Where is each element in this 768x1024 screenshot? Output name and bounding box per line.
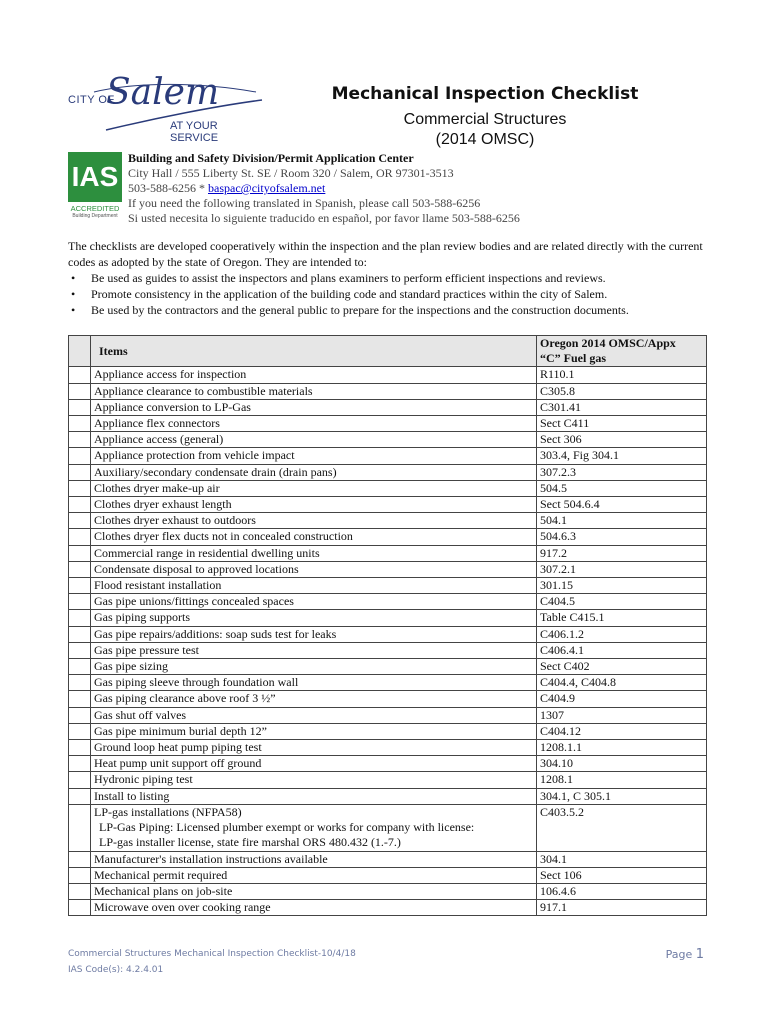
checkbox-cell[interactable] <box>69 367 91 383</box>
code-cell: C305.8 <box>537 383 707 399</box>
item-cell: Clothes dryer exhaust to outdoors <box>91 513 537 529</box>
table-row <box>69 772 707 788</box>
code-cell: 1208.1 <box>537 772 707 788</box>
org-name: Building and Safety Division/Permit Application Center <box>128 151 414 165</box>
table-row <box>69 900 707 916</box>
page-num: 1 <box>695 947 704 962</box>
code-cell: 301.15 <box>537 578 707 594</box>
checkbox-cell[interactable] <box>69 416 91 432</box>
item-cell: Gas shut off valves <box>91 707 537 723</box>
code-cell: C406.1.2 <box>537 626 707 642</box>
table-row <box>69 691 707 707</box>
table-row <box>69 529 707 545</box>
checkbox-cell[interactable] <box>69 626 91 642</box>
spanish-note-en: If you need the following translated in Spanish, please call 503-588-6256 <box>128 196 481 210</box>
code-cell: 304.1 <box>537 851 707 867</box>
code-cell: 504.6.3 <box>537 529 707 545</box>
email-link[interactable]: baspac@cityofsalem.net <box>208 181 326 195</box>
code-header-line2: “C” Fuel gas <box>540 351 606 366</box>
checkbox-cell[interactable] <box>69 659 91 675</box>
code-cell: 1307 <box>537 707 707 723</box>
checkbox-cell[interactable] <box>69 513 91 529</box>
item-cell: Clothes dryer exhaust length <box>91 497 537 513</box>
lp-line3: LP-gas installer license, state fire marshal ORS 480.432 (1.-7.) <box>99 835 401 850</box>
page-subtitle: Commercial Structures <box>403 111 567 128</box>
spanish-note-es: Si usted necesita lo siguiente traducido en español, por favor llame 503-588-6256 <box>128 211 520 225</box>
table-row <box>69 367 707 383</box>
intro-paragraph: The checklists are developed cooperatively within the inspection and the plan review bodies and are related directly with the current codes as adopted by the state of Oregon. They are intended to: <box>68 239 703 269</box>
item-cell: Commercial range in residential dwelling units <box>91 545 537 561</box>
code-cell: Sect C411 <box>537 416 707 432</box>
table-row-lp-gas <box>69 804 707 851</box>
checkbox-cell[interactable] <box>69 399 91 415</box>
checkbox-cell[interactable] <box>69 594 91 610</box>
intro-section <box>68 238 708 318</box>
table-row <box>69 513 707 529</box>
code-cell: Sect 306 <box>537 432 707 448</box>
item-cell: Gas pipe repairs/additions: soap suds test for leaks <box>91 626 537 642</box>
code-cell: 304.1, C 305.1 <box>537 788 707 804</box>
checkbox-cell[interactable] <box>69 383 91 399</box>
checkbox-cell[interactable] <box>69 545 91 561</box>
table-row <box>69 561 707 577</box>
table-row <box>69 675 707 691</box>
item-cell <box>91 804 537 851</box>
lp-gas-body <box>69 804 707 851</box>
ias-accreditation-badge <box>68 152 122 222</box>
item-cell: Gas pipe unions/fittings concealed spaces <box>91 594 537 610</box>
table-row <box>69 432 707 448</box>
item-cell: Appliance clearance to combustible materials <box>91 383 537 399</box>
table-row <box>69 416 707 432</box>
item-cell: Condensate disposal to approved locations <box>91 561 537 577</box>
table-row <box>69 756 707 772</box>
table-row <box>69 464 707 480</box>
item-cell: Gas pipe sizing <box>91 659 537 675</box>
code-cell: C301.41 <box>537 399 707 415</box>
code-cell: 917.1 <box>537 900 707 916</box>
checkbox-cell[interactable] <box>69 756 91 772</box>
checkbox-cell[interactable] <box>69 448 91 464</box>
table-body <box>69 851 707 916</box>
code-cell: C406.4.1 <box>537 642 707 658</box>
contact-block <box>128 151 520 226</box>
checkbox-cell[interactable] <box>69 529 91 545</box>
table-row <box>69 626 707 642</box>
lp-line1: LP-gas installations (NFPA58) <box>94 804 242 819</box>
code-cell: 303.4, Fig 304.1 <box>537 448 707 464</box>
ias-logo: IAS <box>68 152 122 202</box>
items-column-header: Items <box>91 336 537 367</box>
code-cell: Table C415.1 <box>537 610 707 626</box>
checkbox-cell[interactable] <box>69 610 91 626</box>
item-cell: Appliance conversion to LP-Gas <box>91 399 537 415</box>
item-cell: Appliance protection from vehicle impact <box>91 448 537 464</box>
table-row <box>69 399 707 415</box>
table-row <box>69 740 707 756</box>
intro-bullet: • Promote consistency in the application of the building code and standard practices within the city of Salem. <box>91 286 708 302</box>
code-cell: C403.5.2 <box>537 804 707 851</box>
checkbox-column-header <box>69 336 91 367</box>
code-cell: 307.2.3 <box>537 464 707 480</box>
item-cell: Appliance access (general) <box>91 432 537 448</box>
table-row <box>69 610 707 626</box>
item-cell: Clothes dryer flex ducts not in concealed construction <box>91 529 537 545</box>
table-row <box>69 383 707 399</box>
checkbox-cell[interactable] <box>69 691 91 707</box>
item-cell: Gas pipe pressure test <box>91 642 537 658</box>
item-cell: Flood resistant installation <box>91 578 537 594</box>
code-cell: 304.10 <box>537 756 707 772</box>
inspection-checklist-table <box>68 335 707 916</box>
footer-doc-title: Commercial Structures Mechanical Inspection Checklist-10/4/18 <box>68 949 356 959</box>
table-row <box>69 594 707 610</box>
table-row <box>69 480 707 496</box>
code-cell: 917.2 <box>537 545 707 561</box>
checkbox-cell[interactable] <box>69 867 91 883</box>
logo-tagline: AT YOUR SERVICE <box>170 120 219 144</box>
checkbox-cell[interactable] <box>69 464 91 480</box>
page-number <box>666 947 704 962</box>
ias-accredited-label: ACCREDITED <box>70 204 120 213</box>
code-cell: 106.4.6 <box>537 883 707 899</box>
code-cell: C404.4, C404.8 <box>537 675 707 691</box>
title-block <box>280 84 690 149</box>
lp-line2: LP-Gas Piping: Licensed plumber exempt or works for company with license: <box>99 820 475 835</box>
code-cell: 504.1 <box>537 513 707 529</box>
checkbox-cell[interactable] <box>69 675 91 691</box>
item-cell: Mechanical plans on job-site <box>91 883 537 899</box>
table-row <box>69 867 707 883</box>
checkbox-cell[interactable] <box>69 851 91 867</box>
checkbox-cell[interactable] <box>69 804 91 851</box>
item-cell: Microwave oven over cooking range <box>91 900 537 916</box>
address: City Hall / 555 Liberty St. SE / Room 320 / Salem, OR 97301-3513 <box>128 166 454 180</box>
checkbox-cell[interactable] <box>69 432 91 448</box>
item-cell: Ground loop heat pump piping test <box>91 740 537 756</box>
table-row <box>69 545 707 561</box>
checkbox-cell[interactable] <box>69 900 91 916</box>
city-of-salem-logo <box>66 72 266 142</box>
checkbox-cell[interactable] <box>69 788 91 804</box>
item-cell: Appliance flex connectors <box>91 416 537 432</box>
table-row <box>69 788 707 804</box>
code-header-line1: Oregon 2014 OMSC/Appx <box>540 336 676 350</box>
checkbox-cell[interactable] <box>69 883 91 899</box>
phone-email-line <box>128 181 520 196</box>
code-column-header <box>537 336 707 367</box>
code-cell: C404.9 <box>537 691 707 707</box>
code-cell: Sect 504.6.4 <box>537 497 707 513</box>
checkbox-cell[interactable] <box>69 723 91 739</box>
code-cell: Sect 106 <box>537 867 707 883</box>
table-row <box>69 578 707 594</box>
code-cell: 504.5 <box>537 480 707 496</box>
logo-salem-wordmark: Salem <box>106 72 220 113</box>
table-row <box>69 883 707 899</box>
table-row <box>69 707 707 723</box>
checkbox-cell[interactable] <box>69 497 91 513</box>
intro-bullet-list <box>68 270 708 318</box>
page-title: Mechanical Inspection Checklist <box>331 84 639 104</box>
item-cell: Auxiliary/secondary condensate drain (drain pans) <box>91 464 537 480</box>
checkbox-cell[interactable] <box>69 561 91 577</box>
item-cell: Mechanical permit required <box>91 867 537 883</box>
item-cell: Gas piping clearance above roof 3 ½” <box>91 691 537 707</box>
intro-bullet: • Be used as guides to assist the inspectors and plans examiners to perform efficient inspections and reviews. <box>91 270 708 286</box>
code-cell: 1208.1.1 <box>537 740 707 756</box>
item-cell: Gas pipe minimum burial depth 12” <box>91 723 537 739</box>
item-cell: Manufacturer's installation instructions available <box>91 851 537 867</box>
item-cell: Gas piping sleeve through foundation wall <box>91 675 537 691</box>
code-cell: 307.2.1 <box>537 561 707 577</box>
code-cell: C404.12 <box>537 723 707 739</box>
code-cell: Sect C402 <box>537 659 707 675</box>
item-cell: Heat pump unit support off ground <box>91 756 537 772</box>
phone: 503-588-6256 * <box>128 181 208 195</box>
table-header-row <box>69 336 707 367</box>
checkbox-cell[interactable] <box>69 578 91 594</box>
item-cell: Appliance access for inspection <box>91 367 537 383</box>
code-edition: (2014 OMSC) <box>435 131 535 148</box>
table-row <box>69 659 707 675</box>
code-cell: R110.1 <box>537 367 707 383</box>
item-cell: Gas piping supports <box>91 610 537 626</box>
table-row <box>69 497 707 513</box>
checkbox-cell[interactable] <box>69 772 91 788</box>
intro-bullet: • Be used by the contractors and the general public to prepare for the inspections and the construction documents. <box>91 302 708 318</box>
code-cell: C404.5 <box>537 594 707 610</box>
page-label: Page <box>665 948 696 961</box>
table-row <box>69 642 707 658</box>
ias-sub-label: Building Department <box>72 213 118 219</box>
table-row <box>69 723 707 739</box>
table-row <box>69 448 707 464</box>
table-body <box>69 367 707 804</box>
checkbox-cell[interactable] <box>69 480 91 496</box>
logo-city-of: CITY OF <box>68 94 115 106</box>
item-cell: Hydronic piping test <box>91 772 537 788</box>
checkbox-cell[interactable] <box>69 707 91 723</box>
item-cell: Clothes dryer make-up air <box>91 480 537 496</box>
checkbox-cell[interactable] <box>69 740 91 756</box>
footer-ias-code: IAS Code(s): 4.2.4.01 <box>68 965 164 975</box>
item-cell: Install to listing <box>91 788 537 804</box>
checkbox-cell[interactable] <box>69 642 91 658</box>
table-row <box>69 851 707 867</box>
